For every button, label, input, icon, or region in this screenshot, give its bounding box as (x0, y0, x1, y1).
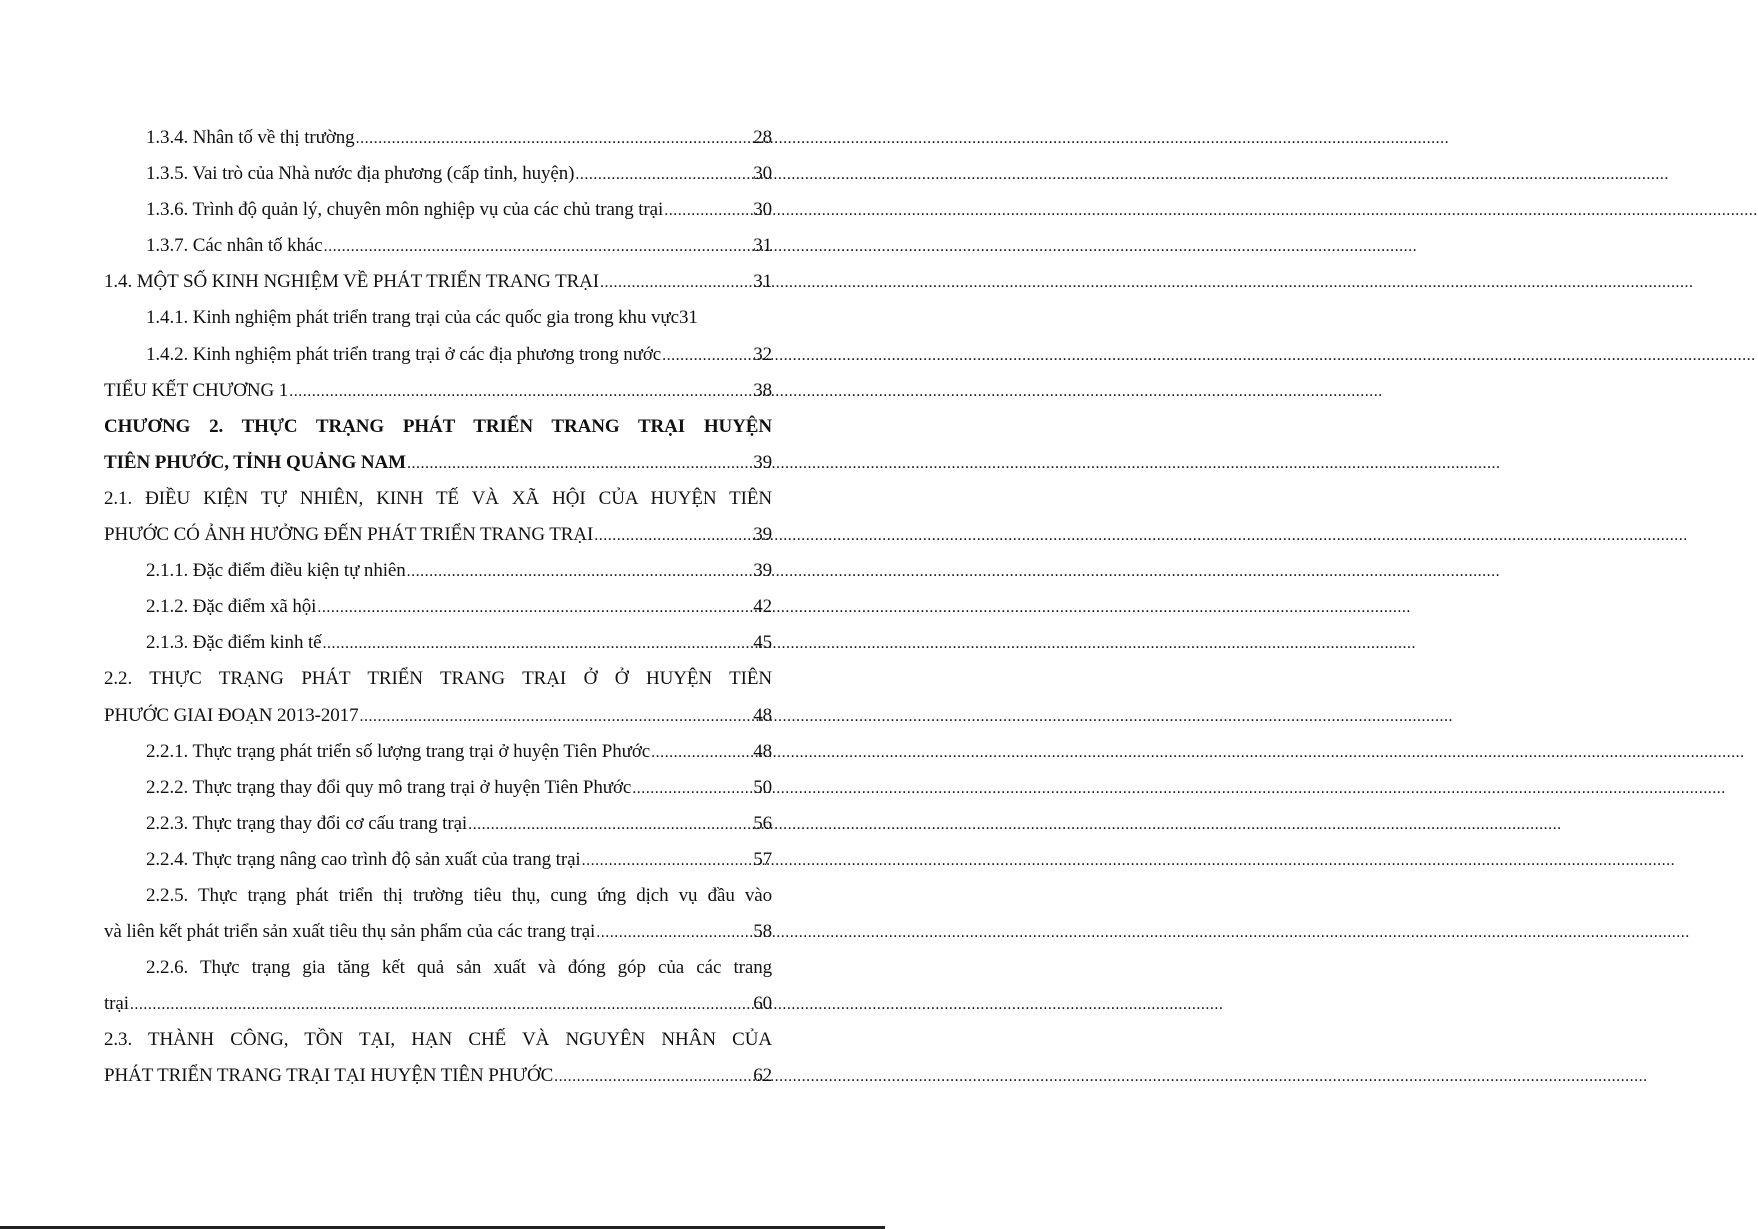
toc-entry-title: 2.2. THỰC TRẠNG PHÁT TRIỂN TRANG TRẠI Ở Ở HUYỆN TIÊN (104, 668, 772, 690)
toc-page-number: 56 (753, 812, 772, 834)
toc-page-number: 60 (753, 993, 772, 1015)
toc-entry-2-2-1 (104, 734, 772, 770)
toc-entry-chuong-2-line2 (104, 445, 772, 481)
toc-entry-title: trại (104, 993, 129, 1015)
toc-entry-title: 1.3.6. Trình độ quản lý, chuyên môn nghiệp vụ của các chủ trang trại (146, 199, 664, 221)
toc-entry-title: 2.2.4. Thực trạng nâng cao trình độ sản xuất của trang trại (146, 848, 581, 870)
toc-entry-2-2-5-line2 (104, 914, 772, 950)
toc-entry-title: và liên kết phát triển sản xuất tiêu thụ sản phẩm của các trang trại (104, 921, 596, 943)
toc-page-number: 62 (753, 1065, 772, 1087)
toc-entry-2-1-line1 (104, 481, 772, 517)
toc-page-number: 39 (753, 524, 772, 546)
toc-entry-2-2-line1 (104, 661, 772, 697)
toc-page-number: 48 (753, 740, 772, 762)
toc-page-number: 39 (753, 451, 772, 473)
toc-page-number: 48 (753, 704, 772, 726)
toc-entry-2-1-1 (104, 553, 772, 589)
toc-leader-dots (289, 374, 752, 410)
toc-entry-title: 2.1.2. Đặc điểm xã hội (146, 596, 317, 618)
toc-entry-title: 2.1.1. Đặc điểm điều kiện tự nhiên (146, 560, 406, 582)
toc-leader-dots (323, 626, 753, 662)
toc-leader-dots (594, 518, 752, 554)
toc-page-number: 58 (753, 921, 772, 943)
toc-leader-dots (407, 554, 753, 590)
toc-page-number: 30 (753, 163, 772, 185)
toc-entry-2-1-line2 (104, 517, 772, 553)
toc-leader-dots (359, 699, 752, 735)
toc-leader-dots (575, 157, 752, 193)
toc-entry-2-2-line2 (104, 698, 772, 734)
toc-leader-dots (407, 446, 752, 482)
toc-page-number: 28 (753, 127, 772, 148)
toc-leader-dots (130, 987, 752, 1023)
toc-page-number: 57 (753, 848, 772, 870)
toc-leader-dots (600, 265, 752, 301)
toc-entry-title: 1.4.1. Kinh nghiệm phát triển trang trại của các quốc gia trong khu vực (146, 307, 679, 329)
toc-entry-2-1-3 (104, 625, 772, 661)
toc-entry-title: PHÁT TRIỂN TRANG TRẠI TẠI HUYỆN TIÊN PHƯỚC (104, 1065, 554, 1087)
toc-entry-1-4 (104, 264, 772, 300)
toc-page-number: 31 (753, 235, 772, 257)
toc-entry-title: 1.4.2. Kinh nghiệm phát triển trang trại ở các địa phương trong nước (146, 343, 662, 365)
toc-leader-dots (651, 735, 752, 771)
toc-entry-1-4-1 (104, 300, 772, 336)
toc-entry-title: 2.2.2. Thực trạng thay đổi quy mô trang trại ở huyện Tiên Phước (146, 776, 632, 798)
toc-page-number: 32 (753, 343, 772, 365)
toc-page-number: 31 (753, 271, 772, 293)
toc-leader-dots (582, 843, 753, 879)
toc-page-number: 42 (753, 596, 772, 618)
toc-entry-tieu-ket-1 (104, 373, 772, 409)
toc-entry-title: 2.2.3. Thực trạng thay đổi cơ cấu trang trại (146, 812, 468, 834)
table-of-contents (104, 120, 772, 1095)
toc-entry-title: 2.2.5. Thực trạng phát triển thị trường tiêu thụ, cung ứng dịch vụ đầu vào (146, 884, 772, 906)
toc-entry-title: 1.3.4. Nhân tố về thị trường (146, 127, 355, 148)
toc-page-number: 38 (753, 379, 772, 401)
toc-entry-title: 2.1. ĐIỀU KIỆN TỰ NHIÊN, KINH TẾ VÀ XÃ HỘI CỦA HUYỆN TIÊN (104, 487, 772, 509)
toc-entry-2-1-2 (104, 589, 772, 625)
toc-entry-title: 1.3.5. Vai trò của Nhà nước địa phương (cấp tỉnh, huyện) (146, 163, 575, 185)
toc-entry-title: 1.3.7. Các nhân tố khác (146, 235, 323, 257)
toc-entry-title: TIỂU KẾT CHƯƠNG 1 (104, 379, 289, 401)
toc-entry-2-3-line2 (104, 1058, 772, 1094)
toc-entry-2-2-6-line2 (104, 986, 772, 1022)
toc-entry-chuong-2-line1 (104, 409, 772, 445)
toc-entry-title: PHƯỚC CÓ ẢNH HƯỞNG ĐẾN PHÁT TRIỂN TRANG TRẠI (104, 524, 594, 546)
toc-entry-title: PHƯỚC GIAI ĐOẠN 2013-2017 (104, 704, 359, 726)
toc-entry-2-2-5-line1 (104, 878, 772, 914)
toc-page-number: 50 (753, 776, 772, 798)
toc-entry-title: 2.3. THÀNH CÔNG, TỒN TẠI, HẠN CHẾ VÀ NGUYÊN NHÂN CỦA (104, 1029, 772, 1051)
toc-page-number: 39 (753, 560, 772, 582)
toc-leader-dots (468, 807, 752, 843)
toc-leader-dots (324, 229, 753, 265)
toc-leader-dots (662, 338, 752, 374)
toc-page-number: 31 (678, 307, 698, 329)
toc-entry-1-3-7 (104, 228, 772, 264)
toc-leader-dots (317, 590, 752, 626)
toc-entry-1-3-5 (104, 156, 772, 192)
toc-leader-dots (596, 915, 752, 951)
toc-entry-2-2-2 (104, 770, 772, 806)
toc-entry-1-4-2 (104, 337, 772, 373)
toc-entry-title: 2.2.6. Thực trạng gia tăng kết quả sản xuất và đóng góp của các trang (146, 957, 772, 979)
toc-entry-title: CHƯƠNG 2. THỰC TRẠNG PHÁT TRIỂN TRANG TRẠI HUYỆN (104, 415, 772, 437)
toc-entry-title: 2.1.3. Đặc điểm kinh tế (146, 632, 322, 654)
toc-entry-1-3-6 (104, 192, 772, 228)
toc-page-number: 45 (753, 632, 772, 654)
toc-entry-2-2-4 (104, 842, 772, 878)
toc-page-number: 30 (753, 199, 772, 221)
toc-entry-title: 1.4. MỘT SỐ KINH NGHIỆM VỀ PHÁT TRIỂN TRANG TRẠI (104, 271, 600, 293)
toc-leader-dots (632, 771, 752, 807)
toc-entry-2-2-6-line1 (104, 950, 772, 986)
toc-leader-dots (664, 193, 752, 229)
toc-entry-1-3-4 (104, 120, 772, 156)
toc-entry-2-3-line1 (104, 1022, 772, 1058)
toc-entry-2-2-3 (104, 806, 772, 842)
toc-leader-dots (356, 121, 753, 157)
toc-entry-title: 2.2.1. Thực trạng phát triển số lượng trang trại ở huyện Tiên Phước (146, 740, 651, 762)
toc-leader-dots (554, 1059, 752, 1095)
toc-entry-title: TIÊN PHƯỚC, TỈNH QUẢNG NAM (104, 451, 406, 473)
